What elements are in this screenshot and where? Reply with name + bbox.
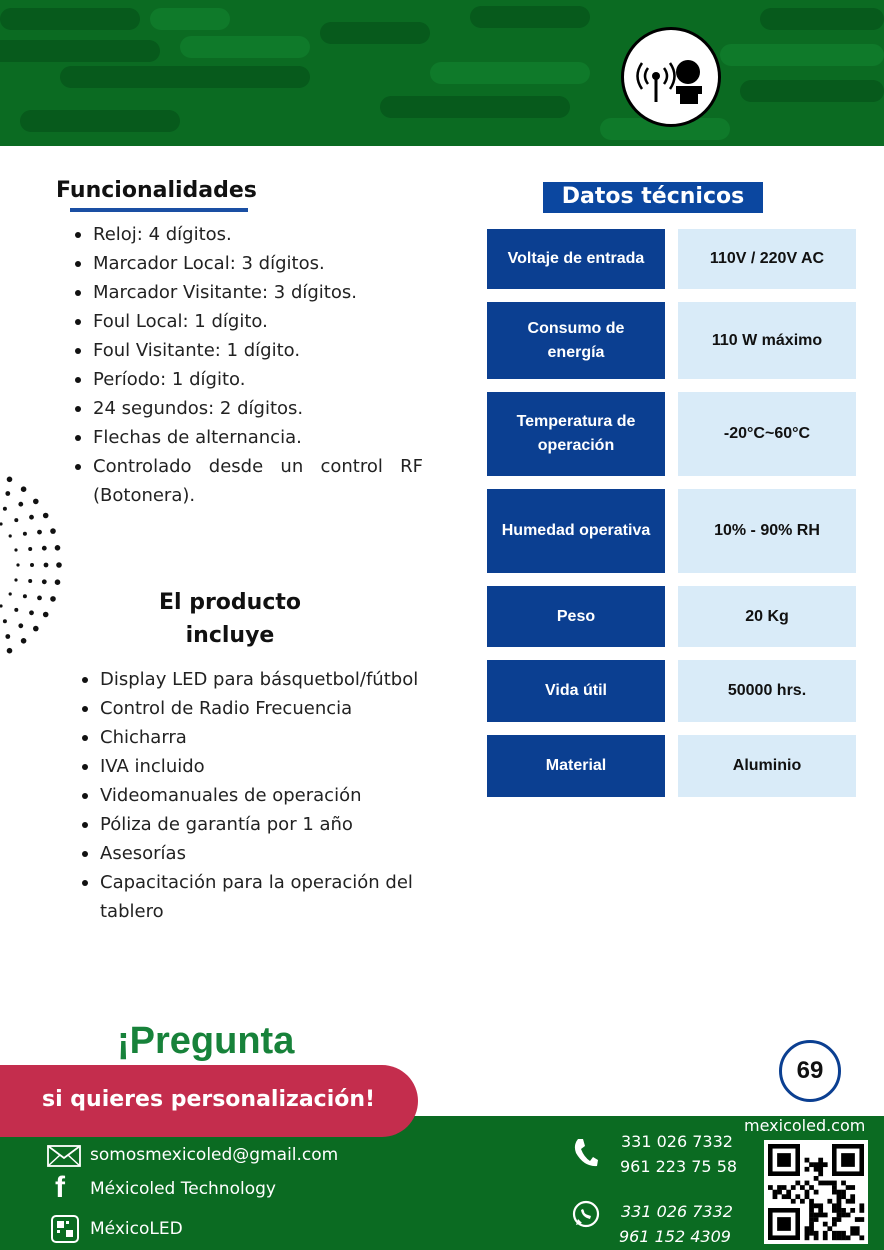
spec-label: Humedad operativa <box>487 489 665 573</box>
website-link[interactable]: mexicoled.com <box>744 1116 866 1135</box>
decor-dot <box>9 592 12 595</box>
decor-dot <box>55 545 61 551</box>
list-item: Marcador Visitante: 3 dígitos. <box>71 278 423 307</box>
decor-dot <box>43 513 49 519</box>
cta-heading: ¡Pregunta <box>117 1020 295 1062</box>
brand-link[interactable]: MéxicoLED <box>90 1219 183 1239</box>
whatsapp-number[interactable]: 331 026 7332 <box>621 1202 733 1221</box>
facebook-link[interactable]: Méxicoled Technology <box>90 1179 276 1199</box>
qr-small-icon <box>51 1215 79 1243</box>
decor-dot <box>29 515 34 520</box>
decor-dot <box>3 507 7 511</box>
list-item: Flechas de alternancia. <box>71 423 423 452</box>
decor-dot <box>5 634 10 639</box>
phone-number[interactable]: 331 026 7332 <box>621 1132 733 1151</box>
list-item: Control de Radio Frecuencia <box>78 694 430 723</box>
included-title-line2: incluye <box>185 623 275 648</box>
mail-icon <box>47 1145 81 1167</box>
decor-dot <box>33 499 39 505</box>
list-item <box>78 665 430 694</box>
cta-text: si quieres personalización! <box>42 1087 376 1112</box>
spec-value: 20 Kg <box>678 586 856 647</box>
included-title <box>120 586 340 652</box>
spec-value: 110 W máximo <box>678 302 856 379</box>
spec-value: 10% - 90% RH <box>678 489 856 573</box>
decor-dot <box>30 563 34 567</box>
list-item: Videomanuales de operación <box>78 781 430 810</box>
spec-label: Consumo de energía <box>487 302 665 379</box>
qr-code[interactable] <box>764 1140 868 1244</box>
decor-dot <box>43 612 49 618</box>
list-item-text: Display LED para básquetbol/fútbol <box>100 669 419 690</box>
decor-dot <box>21 638 27 644</box>
spec-label: Temperatura de operación <box>487 392 665 476</box>
phone-number[interactable]: 961 223 75 58 <box>620 1157 738 1176</box>
decor-dot <box>28 579 32 583</box>
decor-dot <box>23 594 27 598</box>
spec-label: Voltaje de entrada <box>487 229 665 289</box>
decor-dot <box>9 534 12 537</box>
whatsapp-icon <box>571 1200 601 1230</box>
whatsapp-number[interactable]: 961 152 4309 <box>619 1227 731 1246</box>
title-underline <box>70 208 248 212</box>
list-item: Foul Local: 1 dígito. <box>71 307 423 336</box>
decor-dot <box>37 530 42 535</box>
decor-dot <box>7 648 13 654</box>
list-item: Póliza de garantía por 1 año <box>78 810 430 839</box>
page-number: 69 <box>779 1040 841 1102</box>
functionalities-list <box>71 220 423 510</box>
decor-dot <box>14 518 18 522</box>
spec-value: -20°C~60°C <box>678 392 856 476</box>
list-item: IVA incluido <box>78 752 430 781</box>
decor-dot <box>23 532 27 536</box>
decor-dot <box>5 491 10 496</box>
spec-value: Aluminio <box>678 735 856 797</box>
decor-dot <box>3 619 7 623</box>
list-item: Controlado desde un control RF (Botonera). <box>71 452 423 510</box>
included-list <box>78 665 430 926</box>
functionalities-title: Funcionalidades <box>56 178 257 203</box>
decor-dot <box>18 623 23 628</box>
signal-bell-icon <box>621 27 721 127</box>
decor-dot <box>14 548 17 551</box>
decor-dot <box>7 477 13 483</box>
decor-dot <box>56 562 62 568</box>
decor-dot <box>29 610 34 615</box>
included-title-line1: El producto <box>158 590 302 615</box>
decor-dot <box>55 579 61 585</box>
spec-label: Vida útil <box>487 660 665 722</box>
list-item: Reloj: 4 dígitos. <box>71 220 423 249</box>
decor-dot <box>16 563 19 566</box>
email-link[interactable]: somosmexicoled@gmail.com <box>90 1145 339 1165</box>
header-banner <box>0 0 884 146</box>
decor-dot <box>50 596 56 602</box>
decor-dot <box>37 596 42 601</box>
list-item: Marcador Local: 3 dígitos. <box>71 249 423 278</box>
decor-dot <box>44 563 49 568</box>
decor-dot <box>42 546 47 551</box>
list-item: Asesorías <box>78 839 430 868</box>
decor-dot <box>21 486 27 492</box>
decor-dot <box>0 522 3 525</box>
spec-label: Material <box>487 735 665 797</box>
list-item: 24 segundos: 2 dígitos. <box>71 394 423 423</box>
list-item: Período: 1 dígito. <box>71 365 423 394</box>
decor-dot <box>28 547 32 551</box>
list-item: Chicharra <box>78 723 430 752</box>
facebook-icon: f <box>55 1171 65 1204</box>
spec-value: 50000 hrs. <box>678 660 856 722</box>
list-item: Foul Visitante: 1 dígito. <box>71 336 423 365</box>
decor-dot <box>14 608 18 612</box>
decor-dot <box>14 578 17 581</box>
spec-label: Peso <box>487 586 665 647</box>
list-item: Capacitación para la operación del tablero <box>78 868 430 926</box>
decor-dot <box>18 502 23 507</box>
decor-dot <box>0 604 3 607</box>
dotted-arc-decoration <box>0 470 70 660</box>
phone-icon <box>572 1137 598 1169</box>
decor-dot <box>42 579 47 584</box>
spec-value: 110V / 220V AC <box>678 229 856 289</box>
decor-dot <box>50 528 56 534</box>
tech-data-title: Datos técnicos <box>543 182 763 213</box>
decor-dot <box>33 626 39 632</box>
